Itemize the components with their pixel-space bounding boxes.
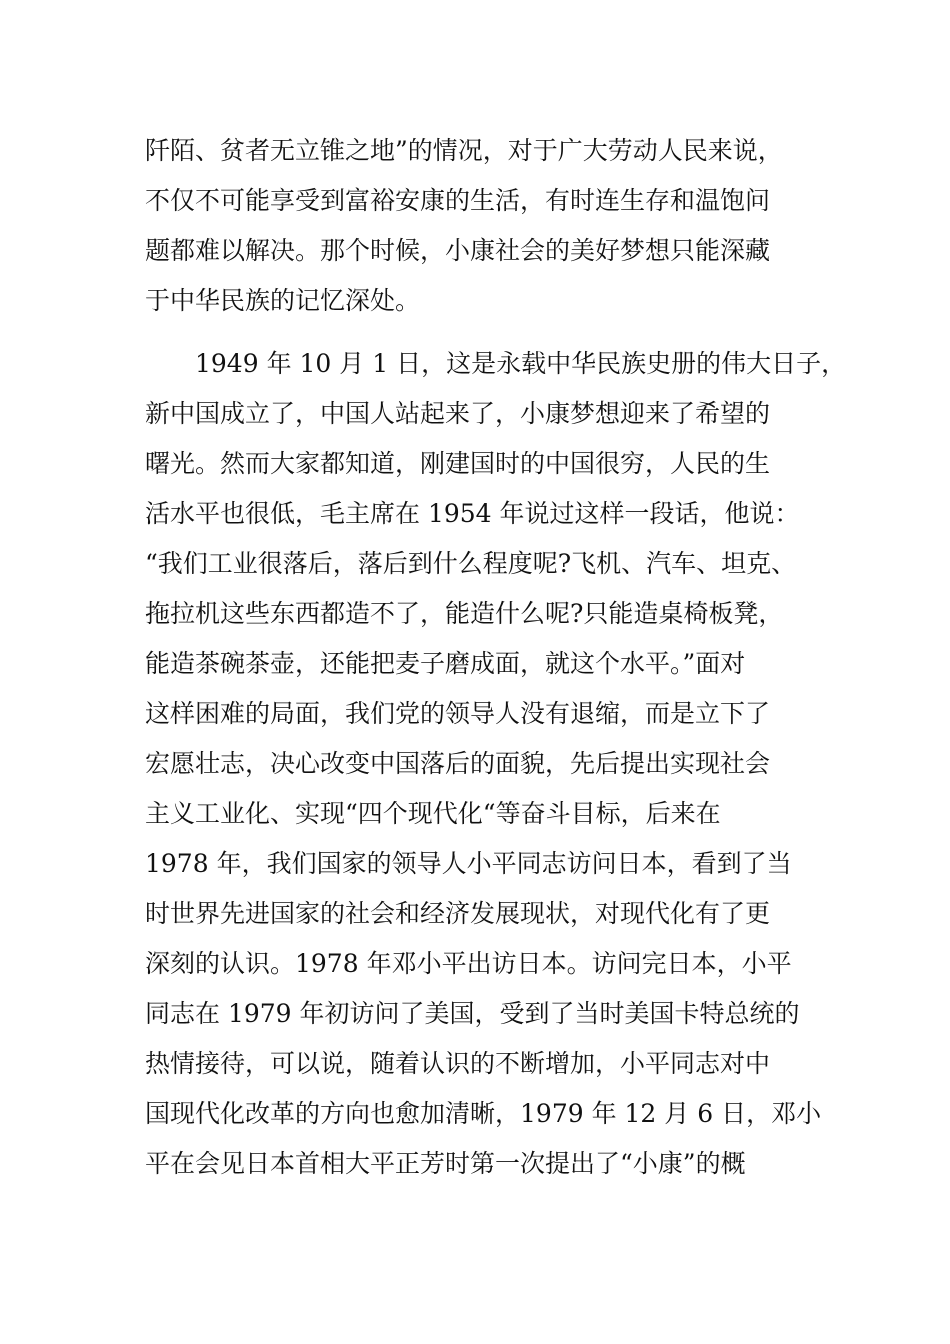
text-line: 宏愿壮志，决心改变中国落后的面貌，先后提出实现社会	[145, 749, 771, 778]
text-line: 题都难以解决。那个时候，小康社会的美好梦想只能深藏	[145, 236, 771, 265]
text-line: “我们工业很落后，落后到什么程度呢?飞机、汽车、坦克、	[145, 549, 797, 578]
text-line: 热情接待，可以说，随着认识的不断增加，小平同志对中	[145, 1049, 771, 1078]
text-line: 1949 年 10 月 1 日，这是永载中华民族史册的伟大日子，	[195, 349, 847, 378]
text-line: 同志在 1979 年初访问了美国，受到了当时美国卡特总统的	[145, 999, 800, 1028]
text-line: 阡陌、贫者无立锥之地”的情况，对于广大劳动人民来说，	[145, 136, 783, 165]
text-line: 曙光。然而大家都知道，刚建国时的中国很穷，人民的生	[145, 449, 771, 478]
text-line: 于中华民族的记忆深处。	[145, 286, 421, 315]
text-line: 1978 年，我们国家的领导人小平同志访问日本，看到了当	[145, 849, 792, 878]
text-line: 活水平也很低，毛主席在 1954 年说过这样一段话，他说：	[145, 499, 800, 528]
text-line: 新中国成立了，中国人站起来了，小康梦想迎来了希望的	[145, 399, 771, 428]
text-line: 深刻的认识。1978 年邓小平出访日本。访问完日本，小平	[145, 949, 792, 978]
text-line: 能造茶碗茶壶，还能把麦子磨成面，就这个水平。”面对	[145, 649, 746, 678]
text-line: 国现代化改革的方向也愈加清晰，1979 年 12 月 6 日，邓小	[145, 1099, 822, 1128]
text-line: 时世界先进国家的社会和经济发展现状，对现代化有了更	[145, 899, 771, 928]
text-line: 这样困难的局面，我们党的领导人没有退缩，而是立下了	[145, 699, 771, 728]
text-line: 主义工业化、实现“四个现代化“等奋斗目标，后来在	[145, 799, 721, 828]
text-line: 拖拉机这些东西都造不了，能造什么呢?只能造桌椅板凳，	[145, 599, 784, 628]
text-line: 不仅不可能享受到富裕安康的生活，有时连生存和温饱问	[145, 186, 771, 215]
text-line: 平在会见日本首相大平正芳时第一次提出了“小康”的概	[145, 1149, 746, 1178]
